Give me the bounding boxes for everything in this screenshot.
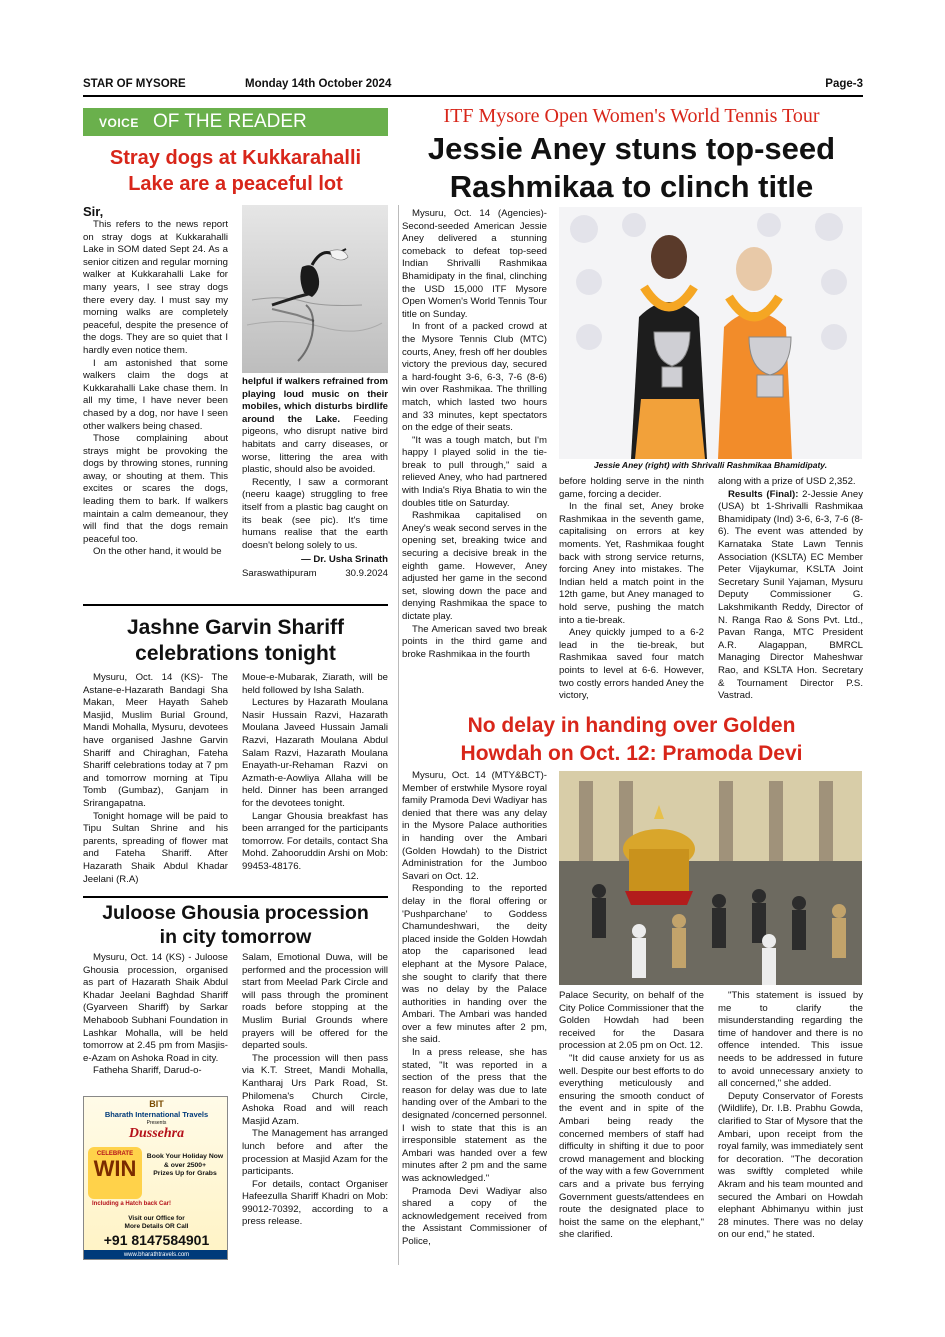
ad-offer: [144, 1153, 226, 1179]
article-paragraph: [718, 489, 863, 703]
stray-dogs-headline: [83, 145, 388, 197]
juloose-column-1: [83, 952, 228, 1094]
letter-paragraph: [242, 376, 388, 477]
letter-signoff: [242, 568, 388, 581]
letter-date: 30.9.2024: [345, 567, 388, 579]
headline-line-2: Howdah on Oct. 12: Pramoda Devi: [460, 742, 803, 765]
results-text: 2-Jessie Aney (USA) bt 1-Shrivalli Rashmikaa Bhamidipaty (Ind) 3-6, 6-3, 7-6 (8-6). The event was attended by Karnataka State Lawn Tennis Association (KSLTA) EC Member Peter Vijaykumar, KSLTA Joint Secretary Sunil Yajaman, Mysuru Deputy Commissioner G. Lakshmikanth Reddy, Director of N. Ranga Rao & Sons Pvt. Ltd., Pavan Ranga, MTC President A.R. Alagappan, BMRCL Managing Director Maheshwar Rao, and KSLTA Hon. Secretary & Tournament Director P.S. Vastrad.: [718, 488, 863, 702]
ad-visit-line: Visit our Office for: [128, 1215, 185, 1222]
ad-phone[interactable]: +91 8147584901: [103, 1232, 210, 1248]
article-paragraph: "This statement is issued by me to clarify the misunderstanding regarding the time of handover and there is no offence intended. This issue needs to be addressed in future to avoid unnecessary anxiety to all concerned," she added.: [718, 990, 863, 1090]
headline-line-2: in city tomorrow: [159, 926, 312, 948]
letter-paragraph: This refers to the news report on stray dogs at Kukkarahalli Lake in SOM dated Sept 24. As a senior citizen and regular morning walker at Kukkarahalli Lake for many years, I see stray dogs there every day. I must say my morning walks are completely peaceful, despite the presence of the dogs. They are so quiet that I hardly even notice them.: [83, 219, 228, 356]
howdah-column-3: [718, 990, 863, 1262]
tennis-column-2: [559, 476, 704, 711]
photo-caption: Jessie Aney (right) with Shrivalli Rashmikaa Bhamidipaty.: [593, 460, 828, 470]
article-paragraph: Mysuru, Oct. 14 (Agencies)- Second-seeded American Jessie Aney delivered a stunning comeback to defeat top-seed Indian Shrivalli Rashmikaa Bhamidipaty in the final, clinching the USD 15,000 ITF Mysore Open Women's World Tennis Tour title on Sunday.: [402, 208, 547, 320]
ad-offer-line: Book Your Holiday Now: [146, 1153, 224, 1160]
ad-company: Bharath International Travels: [104, 1110, 209, 1119]
headline-line-1: Juloose Ghousia procession: [102, 902, 369, 924]
article-paragraph: For details, contact Organiser Hafeezulla Shariff Khadri on Mob: 99012-70392, according to a press release.: [242, 1178, 388, 1228]
ad-car: Including a Hatch back Car!: [92, 1201, 172, 1207]
letter-paragraph: Those complaining about strays might be provoking the dogs by throwing stones, running away, or shouting at them. This excites or scares the dogs, leading them to bark. If walkers maintain a calm demeanour, they will find that the dogs remain peaceful too.: [83, 433, 228, 545]
ad-offer-line: & over 2500+: [163, 1161, 207, 1169]
ad-win-badge: [88, 1147, 142, 1199]
article-paragraph: Pramoda Devi Wadiyar also shared a copy of the acknowledgement received from the Assistant Commissioner of Police,: [402, 1185, 547, 1247]
howdah-column-1: [402, 770, 547, 1260]
headline-line-2: celebrations tonight: [135, 642, 336, 665]
letter-lead-rest: Feeding pigeons, who disrupt native bird habitats and carry diseases, or worse, littering the area with plastic, should also be avoided.: [242, 413, 388, 476]
article-paragraph: In front of a packed crowd at the Mysore Tennis Club (MTC) courts, Aney, fresh off her doubles victory the previous day, secured a hard-fought 3-6, 6-3, 7-6 (8-6) win over Rashmikaa. The thrilling match, which lasted two hours and 33 minutes, kept spectators on the edge of their seats.: [402, 321, 547, 434]
ad-logo: BIT: [149, 1099, 164, 1109]
article-paragraph: Deputy Conservator of Forests (Wildlife), Dr. I.B. Prabhu Gowda, clarified to Star of Mysore that the Ambari, upon receipt from the royal family, was immediately sent for decoration. "The decoration was swiftly completed while Akram and his team mounted and secured the Ambari on Howdah elephant Abhimanyu within just 28 minutes. There was no delay on our end," he stated.: [718, 1090, 863, 1241]
article-paragraph: Lectures by Hazarath Moulana Nasir Hussain Razvi, Hazarath Moulana Javeed Hussain Jamali Razvi, Hazarath Moulana Abdul Salam Razvi, Hazarath Moulana Enayath-ur-Rehaman Razvi on Azmath-e-Aowliya Allaha will be held. Dinner has been arranged for the devotees tonight.: [242, 697, 388, 809]
voice-tag: VOICE: [99, 116, 139, 130]
letter-column-1: [83, 205, 228, 597]
headline-line-2: Rashmikaa to clinch title: [449, 169, 814, 204]
voice-of-reader-banner: [83, 108, 388, 136]
ad-visit-line: More Details OR Call: [124, 1223, 189, 1230]
article-paragraph: Responding to the reported delay in the floral offering or 'Pushparchane' to Goddess Chamundeshwari, the deity placed inside the Golden Howdah atop the caparisoned lead elephant at the Mysore Palace, she sought to clarify that there was no delay by the Palace authorities in handing over the Ambari. The Ambari was handed over a few minutes after 2 pm, she said.: [402, 883, 547, 1046]
page-header: [83, 78, 863, 94]
letter-column-2: [242, 376, 388, 597]
page-number: Page-3: [825, 78, 863, 90]
section-divider: [83, 604, 388, 606]
ad-offer-line: Prizes Up for Grabs: [153, 1170, 217, 1177]
article-paragraph: Palace Security, on behalf of the City Police Commissioner that the Golden Howdah had been received for the Dasara procession at 2.05 pm on Oct. 12.: [559, 990, 704, 1052]
ad-website[interactable]: www.bharathtravels.com: [84, 1250, 228, 1260]
headline-line-1: Stray dogs at Kukkarahalli: [109, 147, 362, 169]
column-rule: [398, 205, 399, 1265]
salutation: Sir,: [83, 205, 104, 219]
howdah-column-2: [559, 990, 704, 1262]
cormorant-photo: [242, 205, 388, 373]
ad-visit: [84, 1215, 228, 1231]
juloose-headline: [83, 901, 388, 949]
letter-paragraph: I am astonished that some walkers claim the dogs at Kukkarahalli Lake chase them. In all my time, I have never been chased by a dog, nor have I seen other walkers being chased.: [83, 357, 228, 432]
ad-celebrate: CELEBRATE: [96, 1151, 134, 1157]
tennis-column-1: [402, 208, 547, 711]
reader-tag: OF THE READER: [153, 111, 307, 132]
article-paragraph: Mysuru, Oct. 14 (KS) - Juloose Ghousia procession, organised as part of Hazarath Shaik Abdul Khadar Jeelani Baghdad Shariff (Gyarveen Shariff) by Sarkar Mehaboob Subhani Foundation in Lashkar Mohalla, will be held tomorrow at 2.45 pm from Masjis-e-Azam on Ashoka Road in city.: [83, 952, 228, 1064]
headline-line-2: Lake are a peaceful lot: [128, 173, 343, 195]
tennis-headline: [400, 130, 863, 206]
article-paragraph: Salam, Emotional Duwa, will be performed and the procession will start from Meelad Park Circle and will pass through the prominent roads before stopping at the Muslim Burial Grounds where prayers will be offered for the departed souls.: [242, 952, 388, 1052]
article-paragraph: Tonight homage will be paid to Tipu Sultan Shrine and his parents, spreading of flower mat and Fateha Shariff. After Hazarath Shaik Abdul Khadar Jeelani (R.A): [83, 810, 228, 885]
article-paragraph: before holding serve in the ninth game, forcing a decider.: [559, 476, 704, 500]
issue-date: Monday 14th October 2024: [245, 78, 392, 90]
article-paragraph: Aney quickly jumped to a 6-2 lead in the tie-break, but Rashmikaa saved four match points to level at 6-6. However, two costly errors handed Aney the victory,: [559, 627, 704, 702]
article-paragraph: The American saved two break points in the third game and broke Rashmikaa in the fourth: [402, 623, 547, 660]
letter-paragraph: On the other hand, it would be: [93, 546, 222, 558]
article-paragraph: Fatheha Shariff, Darud-o-: [93, 1065, 202, 1077]
results-label: Results (Final):: [728, 488, 799, 500]
headline-line-1: Jessie Aney stuns top-seed: [427, 131, 836, 166]
ad-presents: Presents: [146, 1120, 167, 1126]
ad-festival: Dussehra: [128, 1126, 185, 1141]
tennis-trophy-photo: [559, 207, 862, 459]
letter-paragraph: Recently, I saw a cormorant (neeru kaage) struggling to free itself from a plastic bag caught on its beak (see pic). It's time humans realise that the earth doesn't belong solely to us.: [242, 476, 388, 551]
header-rule: [83, 95, 863, 97]
article-paragraph: "It did cause anxiety for us as well. Despite our best efforts to do everything meticulously and ensuring the smooth conduct of the event and in spite of the Ambari being ready the concerned members of staff had difficulty in shifting it due to poor crowd management and blocking of the way with a few Government cars and a private bus ferrying Government guests/attendees en route the designated place to hoist the same on the elephant," she clarified.: [559, 1052, 704, 1241]
howdah-headline: [400, 712, 863, 768]
article-paragraph: The Management has arranged lunch before and after the procession at Masjid Azam for the participants.: [242, 1128, 388, 1178]
ad-win: WIN: [93, 1156, 137, 1181]
article-paragraph: "It was a tough match, but I'm happy I played solid in the tie-break to pull through," said a relieved Aney, who had partnered with India's Riya Bhatia to win the doubles title on Saturday.: [402, 434, 547, 509]
article-paragraph: Langar Ghousia breakfast has been arranged for the participants tomorrow. For details, contact Sha Mohd. Zahooruddin Arshi on Mob: 99453-48176.: [242, 810, 388, 872]
jashne-column-1: [83, 672, 228, 892]
article-paragraph: Mysuru, Oct. 14 (KS)- The Astane-e-Hazarath Bandagi Sha Makan, Meer Hayath Saheb Masjid, Muslim Burial Ground, Mandi Mohalla, Mysuru, devotees have organised Jashne Garvin Shariff and Chiraghan, Fateha Shariff celebrations today at 7 pm and tomorrow morning at Tipu Tomb (Gumbaz), Ganjam in Srirangapatna.: [83, 672, 228, 809]
jashne-headline: [83, 615, 388, 667]
masthead: STAR OF MYSORE: [83, 78, 186, 90]
article-paragraph: In a press release, she has stated, "It was reported in a section of the press that the reason for delay was due to late handing over of the Ambari to the designated /concerned personnel. I wish to state that this is an irresponsible statement as the Ambari was handed over a few minutes after 2 pm and the same was acknowledged.": [402, 1047, 547, 1184]
letter-lead-bold: helpful if walkers refrained from playing loud music on their mobiles, which disturbs birdlife around the Lake.: [242, 376, 388, 425]
article-paragraph: The procession will then pass via K.T. Street, Mandi Mohalla, Kantharaj Urs Park Road, St. Philomena's Church Circle, Ashoka Road and will reach Masjid Azam.: [242, 1052, 388, 1127]
tennis-column-3: [718, 476, 863, 711]
article-paragraph: In the final set, Aney broke Rashmikaa in the seventh game, capitalising on errors at key moments. Yet, Rashmikaa fought back with strong service returns, forcing Aney into mistakes. The Indian held a match point in the 12th game, but Aney managed to hold serve, pushing the match into a tie-break.: [559, 501, 704, 626]
headline-line-1: No delay in handing over Golden: [467, 714, 796, 737]
letter-place: Saraswathipuram: [242, 567, 317, 579]
article-paragraph: Mysuru, Oct. 14 (MTY&BCT)- Member of erstwhile Mysore royal family Pramoda Devi Wadiyar has denied that there was any delay in the Mysore Palace authorities in handing over the Ambari (Golden Howdah) to the District Administration for the Jumboo Savari on Oct. 12.: [402, 770, 547, 882]
article-paragraph: along with a prize of USD 2,352.: [718, 476, 856, 487]
article-paragraph: Rashmikaa capitalised on Aney's weak second serves in the opening set, breaking twice and securing a decisive break in the eighth game. However, Aney adjusted her game in the second set, slowing down the pace and denying Rashmikaa the space to dictate play.: [402, 510, 547, 622]
section-divider: [83, 896, 388, 898]
letter-author: — Dr. Usha Srinath: [301, 554, 388, 566]
travel-advertisement[interactable]: [83, 1096, 228, 1260]
headline-line-1: Jashne Garvin Shariff: [126, 616, 345, 639]
tennis-kicker: ITF Mysore Open Women's World Tennis Tour: [443, 105, 820, 127]
golden-howdah-photo: [559, 771, 862, 985]
jashne-column-2: [242, 672, 388, 892]
article-paragraph: Moue-e-Mubarak, Ziarath, will be held followed by Isha Salath.: [242, 672, 388, 696]
juloose-column-2: [242, 952, 388, 1262]
